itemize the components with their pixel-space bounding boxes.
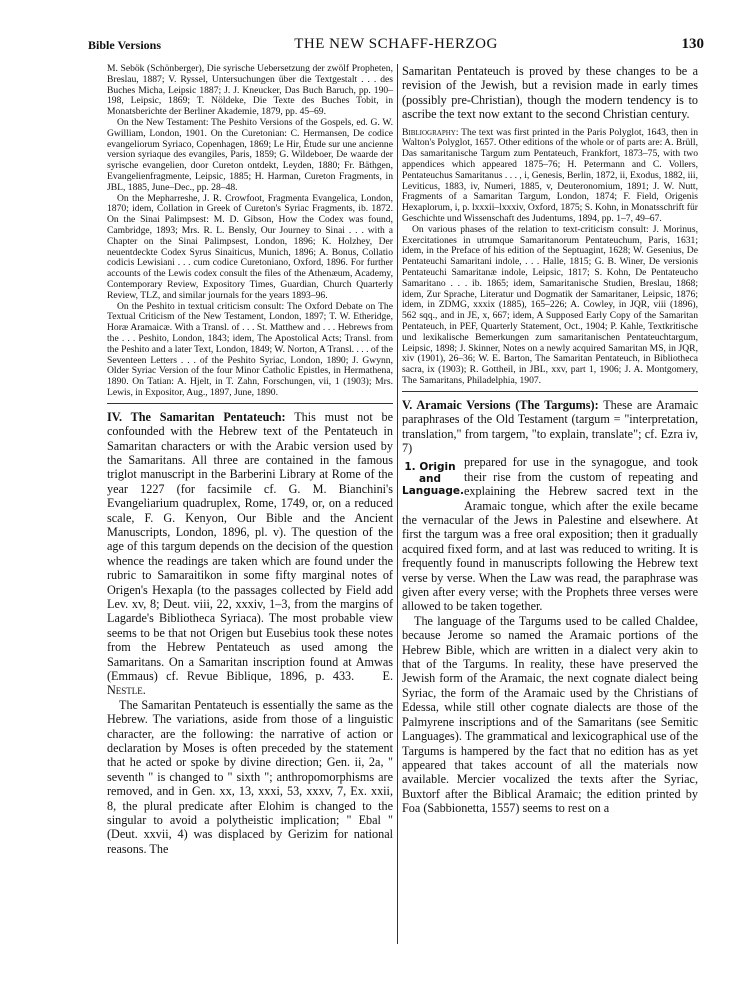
bibliography-paragraph: M. Sebök (Schönberger), Die syrische Uebersetzung der zwölf Propheten, Breslau, 1887; V. Ryssel, Untersuchungen über die Textgestalt . . . des Buches Micha, Leipsic 1887; J. J. Kneucker, Das Buch Baruch, pp. 190–198, Leipsic, 1869; T. Nöldeke, Die Texte des Buches Tobit, in Monatsberichte der Berliner Akademie, 1879, pp. 45–69. [107,63,393,118]
section-title: Bible Versions [88,38,162,52]
aramaic-section [402,398,698,816]
section-heading: IV. The Samaritan Pentateuch: [107,409,286,424]
section-heading: V. Aramaic Versions (The Targums): [402,397,599,412]
bibliography-text: The text was first printed in the Paris Polyglot, 1643, then in Walton's Polyglot, 1657. Other editions of the whole or of parts are: A. Brüll, Das samaritanische Targum zum Pentateuch, Frankfort, 1873–75, with two appendices which appeared 1875–76; H. Petermann and C. Vollers, Pentateuchus Samaritanus . . . , i, Genesis, Berlin, 1872, ii, Exodus, 1882, iii, Leviticus, 1883, iv, Numeri, 1885, v, Deuteronomium, 1891; J. W. Nutt, Fragments of a Samaritan Targum, London, 1874; F. Field, Origenis Hexaplorum, i, p. lxxxii–lxxxiv, Oxford, 1875; S. Kohn, in Monatsschrift für Geschichte und Wissenschaft des Judentums, 1894, pp. 1–7, 49–67. [402,126,698,224]
side-heading: 1. Origin and Language. [402,461,464,498]
bibliography-paragraph: On the Mepharreshe, J. R. Crowfoot, Fragmenta Evangelica, London, 1870; idem, Collation in Greek of Cureton's Syriac Fragments, ib. 1872. On the Sinai Palimpsest: M. D. Gibson, How the Codex was found, Cambridge, 1893; Mrs. R. L. Bensly, Our Journey to Sinai . . . with a Chapter on the Sinai Palimpsest, London, 1896; K. Holzhey, Der neuentdeckte Codex Syrus Sinaiticus, Munich, 1896; A. Bonus, Collatio codicis Lewisiani . . . cum codice Curetoniano, Oxford, 1896. For further accounts of the Lewis codex consult the files of the Athenæum, Academy, Contemporary Review, Expository Times, Guardian, Church Quarterly Review, TLZ, and similar journals for the years 1893–96. [107,192,393,301]
bibliography-block [402,128,698,387]
right-column [402,64,698,816]
publication-title: THE NEW SCHAFF-HERZOG [294,36,498,52]
section-paragraph: The Samaritan Pentateuch is essentially the same as the Hebrew. The variations, aside from those of a linguistic character, are the following: the narrative of action or declaration by Moses is often preceded by the statement that he acted or spoke by divine direction; Gen. ii, 2a, " seventh " is changed to " sixth "; anthropomorphisms are removed, and in Gen. xx, 13, xxxi, 53, xxxv, 7, Ex. xxii, 8, the plural predicate after Elohim is changed to the singular to avoid a polytheistic implication; " Ebal " (Deut. xxvii, 4) was displaced by Gerizim for national reasons. The [107,697,393,856]
continued-paragraph [402,64,698,122]
section-rule [107,403,393,404]
bibliography-paragraph: On the New Testament: The Peshito Versions of the Gospels, ed. G. W. Gwilliam, London, 1901. On the Curetonian: C. Hermansen, De codice evangeliorum Syriaco, Copenhagen, 1869; Le Hir, Étude sur une ancienne version syriaque des evangiles, Paris, 1859; G. Wildeboer, De waarde der syrische evangelien, door Cureton ontdekt, Leyden, 1880; Fr. Bäthgen, Evangelienfragmente, Leipsic, 1885; H. Harman, Cureton Fragments, in JBL, 1885, June–Dec., pp. 28–48. [107,116,393,193]
bibliography-block [107,64,393,399]
author-signature: E. Nestle. [107,669,393,698]
bibliography-label: Bibliography: [402,126,459,138]
bibliography-paragraph [402,128,698,225]
left-column [107,64,393,856]
running-header [88,36,704,56]
section-rule [402,391,698,392]
bibliography-paragraph: On the Peshito in textual criticism consult: The Oxford Debate on The Textual Criticism of the New Testament, London, 1897; T. W. Etheridge, Horæ Aramaicæ. With a Transl. of . . . St. Matthew and . . . Hebrews from the . . . Peshito, London, 1843; idem, The Apostolical Acts; Transl. from the Peshito and a later Text, London, 1849; W. Norton, A Transl. . . . of the Seventeen Letters . . . of the Peshito Syriac, London, 1890; J. Gwynn, Older Syriac Version of the four Minor Catholic Epistles, in Hermathena, 1890. On Tatian: A. Hjelt, in T. Zahn, Forschungen, vii, 1 (1903); Mrs. Lewis, in Expositor, Aug., 1897, June, 1890. [107,300,393,398]
column-divider [397,64,398,944]
section-text: This must not be confounded with the Hebrew text of the Pentateuch in Samaritan characters or with the Arabic version used by the Samaritans. All three are contained in the famous triglot manuscript in the Barberini Library at Rome of the year 1227 (for facsimile cf. G. M. Bianchini's Evangeliarium quadruplex, Rome, 1749, or, on a reduced scale, F. G. Kenyon, Our Bible and the Ancient Manuscripts, London, 1896, pl. v). The question of the age of this targum depends on the decision of the question whence the readings are taken which are found under the rubric to Samaraitikon in some fifty marginal notes of Origen's Hexapla (to the passages collected by Field add Lev. xv, 8; Deut. viii, 22, xxxiv, 1–3, from the margins of Lagarde's Bibliotheca Syriaca). The most probable view seems to be that not Origen but Eusebius took these notes from the Hebrew Pentateuch as used among the Samaritans. On a Samaritan inscription found at Amwas (Emmaus) cf. Revue Biblique, 1896, p. 433. [107,409,393,684]
page-number: 130 [681,36,704,52]
bibliography-paragraph: On various phases of the relation to text-criticism consult: J. Morinus, Exercitationes in utrumque Samaritanorum Pentateuchum, Paris, 1631; idem, in the Preface of his edition of the Septuagint, 1628; W. Gesenius, De Pentateuchi Samaritani indole, . . . Halle, 1815; G. B. Winer, De versionis Pentateuchi Samaritanæ indole, Leipsic, 1817; S. Kohn, De Pentateucho Samaritano . . . ib. 1865; idem, Samaritanische Studien, Breslau, 1868; idem, Zur Sprache, Literatur und Dogmatik der Samaritaner, Leipsic, 1876; idem, in ZDMG, xxxix (1885), 165–226; A. Cowley, in JQR, viii (1896), 562 sqq., and in JE, x, 667; idem, A Supposed Early Copy of the Samaritan Pentateuch, in PEF, Quarterly Statement, Oct., 1904; P. Kahle, Textkritische und lexikalische Bemerkungen zum samaritanischen Pentateuchtargum, Leipsic, 1898; J. Skinner, Notes on a newly acquired Samaritan MS, in JQR, xiv (1901), 26–36; W. E. Barton, The Samaritan Pentateuch, in Bibliotheca sacra, ix (1903); R. Gottheil, in JBL, xxv, part 1, 1906; J. A. Montgomery, The Samaritans, Philadelphia, 1907. [402,223,698,386]
section-paragraph [402,398,698,456]
section-paragraph: prepared for use in the synagogue, and took their rise from the custom of repeating and explaining the Hebrew sacred text in the Aramaic tongue, which after the exile became the vernacular of the Jews in Palestine and elsewhere. At first the targum was a free oral exposition; then it gradually acquired fixed form, and at last was reduced to writing. It is frequently found in manuscripts following the Hebrew text verse by verse. When the Law was read, the paraphrase was given after every verse; with the Prophets three verses were allowed to be taken together. [402,455,698,614]
section-paragraph [107,410,393,698]
section-intro: These are Aramaic paraphrases of the Old Testament (targum = "interpretation, translation," from targem, "to explain, translate"; cf. Ezra iv, 7) [402,397,698,455]
section-paragraph: The language of the Targums used to be called Chaldee, because Jerome so named the Aramaic portions of the Hebrew Bible, which are written in a dialect very akin to that of the Targums. In reality, these have preserved the Jewish form of the Aramaic, the next cognate dialect being Syriac, the form of the Aramaic used by the Christians of Edessa, while still other cognate dialects are those of the Palmyrene inscriptions and of the Samaritans (see Semitic Languages). The grammatical and lexicographical use of the Targums is hampered by the fact that no edition has as yet appeared that takes account of all the materials now available. Mercier vocalized the texts after the Syriac, Buxtorf after the Biblical Aramaic; the edition printed by Foa (Sabbionetta, 1557) seems to rest on a [402,613,698,816]
continuation-text: Samaritan Pentateuch is proved by these changes to be a revision of the Jewish, but a revision made in early times (possibly pre-Christian), though the modern tendency is to ascribe the text now extant to the second Christian century. [402,64,698,122]
samaritan-section [107,410,393,857]
